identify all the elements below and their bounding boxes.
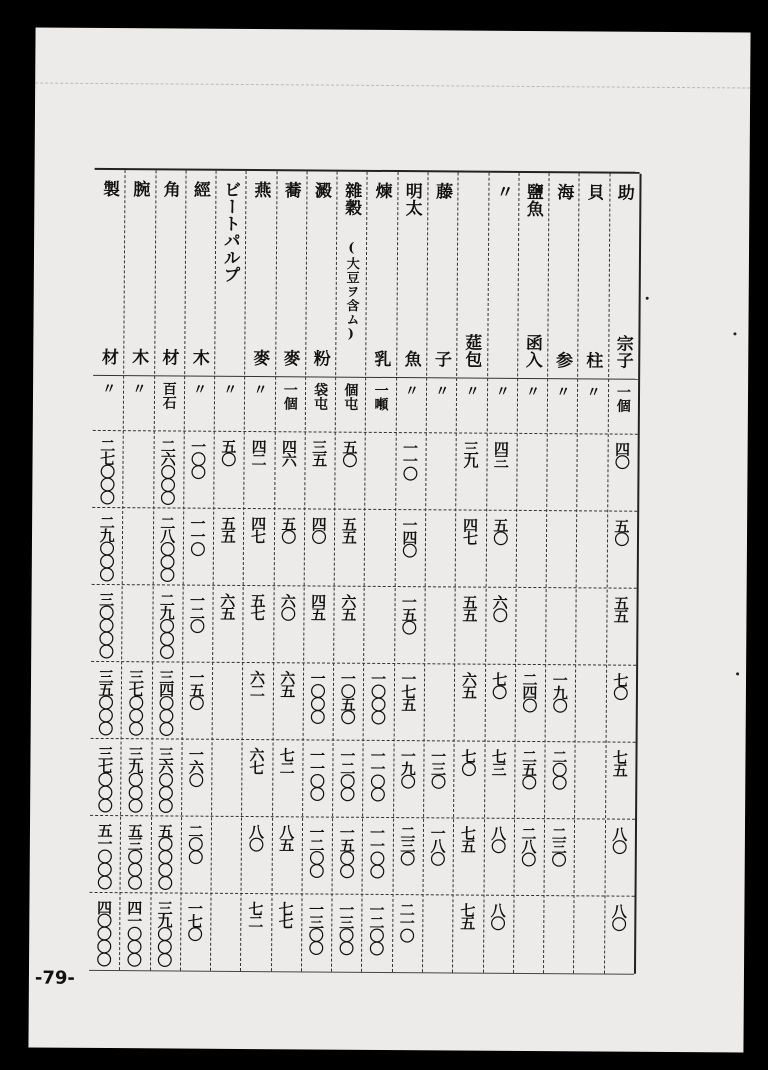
price-cell: 一六〇: [186, 746, 206, 786]
price-cell: 三四〇〇〇: [156, 669, 176, 735]
commodity-name-bottom: 木: [188, 348, 209, 366]
unit-label: 〃: [584, 384, 601, 399]
commodity-name: [245, 171, 277, 376]
price-cell: 五〇〇〇〇: [155, 823, 175, 889]
price-cell: 一七五: [399, 671, 418, 711]
price-cell: 七五: [610, 749, 629, 776]
price-cell: 八五: [277, 824, 296, 851]
commodity-name: [275, 171, 307, 376]
unit-label: 一個: [281, 382, 298, 411]
unit-label: 一個: [614, 384, 631, 413]
commodity-name-top: 藤: [432, 182, 453, 200]
price-cell: 三五: [310, 439, 329, 466]
price-cell: 六五: [459, 671, 479, 698]
price-cell: 六五: [278, 670, 297, 697]
price-cell: [543, 895, 574, 972]
price-cell: 四三: [491, 440, 510, 467]
commodity-name: [335, 172, 367, 377]
price-cell: [424, 586, 455, 663]
price-cell: 八〇: [488, 902, 507, 929]
price-cell: 二八〇: [519, 825, 538, 866]
price-cell: 六二: [247, 670, 267, 697]
scan-speck: [736, 672, 739, 675]
price-cell: 二〇〇: [186, 823, 205, 863]
price-cell: 七五: [458, 902, 477, 929]
commodity-name-bottom: 宗子: [612, 334, 633, 369]
price-cell: 三六〇〇〇: [156, 746, 175, 812]
price-cell: 四一〇〇〇: [124, 900, 144, 966]
price-cell: 一七〇: [185, 900, 204, 940]
price-cell: 七〇: [459, 748, 478, 775]
price-cell: 二六〇〇〇: [158, 438, 177, 504]
unit-label: 袋屯: [311, 382, 329, 411]
price-cell: [212, 662, 243, 739]
price-cell: 四〇: [612, 441, 632, 468]
commodity-name-top: 角: [159, 180, 180, 198]
commodity-name: [366, 172, 398, 377]
commodity-name: [214, 171, 246, 376]
price-cell: 二四〇: [520, 671, 539, 712]
price-cell: 八〇: [610, 826, 629, 853]
commodity-name-bottom: 麥: [249, 349, 270, 367]
unit-label: 百石: [160, 381, 177, 410]
price-cell: [574, 741, 605, 818]
unit-label: 〃: [221, 381, 238, 396]
commodity-name-bottom: 参: [552, 351, 573, 369]
commodity-name-top: 澱: [310, 181, 332, 199]
price-cell: 二八〇〇〇: [157, 515, 177, 581]
unit-label: 〃: [190, 381, 208, 396]
price-cell: 三〇〇〇〇: [96, 591, 116, 658]
price-cell: 八〇: [609, 903, 628, 930]
price-cell: 一二〇〇: [367, 901, 386, 954]
unit-label: 一噸: [372, 382, 389, 411]
price-cell: 五三〇〇〇: [125, 823, 144, 889]
unit-label: 〃: [433, 383, 450, 398]
price-cell: [425, 509, 456, 586]
price-cell: [515, 587, 546, 664]
commodity-name: [396, 172, 428, 377]
commodity-name-bottom: 子: [430, 350, 452, 368]
scan-speck: [646, 297, 649, 300]
commodity-name-bottom: 乳: [370, 349, 391, 368]
unit-label: 〃: [463, 383, 480, 398]
price-cell: 五五: [339, 516, 359, 543]
price-cell: [211, 739, 242, 816]
commodity-name: [305, 171, 337, 376]
unit-label: 〃: [402, 383, 420, 398]
price-cell: [516, 433, 547, 510]
price-cell: [545, 587, 576, 664]
price-ledger-table: [89, 168, 640, 975]
price-cell: 一一〇〇: [368, 747, 387, 800]
price-cell: 四七: [248, 516, 268, 543]
price-cell: 一五〇: [187, 669, 206, 709]
price-cell: [122, 507, 153, 584]
price-cell: [546, 510, 577, 587]
price-cell: 一三〇〇: [336, 901, 356, 954]
price-cell: 三七〇〇〇: [95, 745, 115, 812]
price-cell: 一一〇: [188, 515, 207, 555]
price-cell: 一八〇: [428, 825, 447, 865]
commodity-name-mid: (大豆ヲ含ム): [343, 240, 359, 343]
price-cell: 一五〇: [399, 594, 419, 634]
commodity-name-top: 鹽魚: [522, 182, 544, 218]
price-cell: [364, 586, 395, 663]
commodity-name-top: 蕎: [280, 181, 301, 199]
commodity-name-top: 〃: [492, 182, 513, 200]
price-cell: 五五: [460, 594, 479, 621]
price-cell: 五一〇〇〇: [95, 822, 114, 889]
price-cell: [424, 663, 455, 740]
commodity-name-bottom: 麥: [279, 349, 300, 367]
commodity-name-bottom: 粉: [309, 349, 330, 367]
price-cell: 一三〇〇: [306, 901, 326, 954]
price-cell: 一〇五〇: [338, 670, 357, 723]
commodity-name-bottom: 魚: [400, 350, 421, 368]
commodity-name: [578, 173, 610, 378]
price-cell: 三五〇〇〇: [96, 668, 115, 735]
price-cell: 一〇〇〇: [308, 670, 327, 723]
commodity-name-top: 明太: [401, 182, 422, 217]
commodity-name: [547, 173, 579, 378]
price-cell: 五〇: [219, 438, 238, 465]
commodity-name-top: 雜穀: [341, 181, 362, 216]
price-cell: [577, 433, 608, 510]
commodity-name-bottom: 函入: [521, 333, 542, 369]
price-cell: 八〇: [246, 824, 266, 851]
price-cell: 二〇〇: [550, 749, 569, 789]
commodity-name-top: 煉: [371, 181, 392, 200]
commodity-name-top: 製: [99, 179, 120, 198]
price-cell: 四六: [279, 439, 298, 466]
page-number: -79-: [34, 967, 76, 989]
price-cell: 七二: [246, 901, 265, 928]
price-cell: 一二〇〇: [307, 824, 326, 877]
price-cell: 二七〇〇〇: [97, 437, 117, 504]
price-cell: 三九: [461, 440, 480, 467]
price-cell: 六五: [218, 592, 237, 619]
commodity-name-top: 助: [613, 183, 634, 201]
price-cell: 七〇: [611, 672, 630, 699]
commodity-name: [154, 170, 186, 375]
price-cell: 一九〇: [550, 672, 569, 712]
price-cell: 二三〇: [398, 825, 417, 865]
price-cell: 六〇: [490, 594, 509, 621]
price-cell: [210, 893, 241, 970]
commodity-name-top: ビートパルプ: [219, 180, 241, 283]
unit-label: 〃: [524, 383, 541, 399]
commodity-name: [426, 172, 458, 377]
commodity-name-bottom: 莚包: [461, 333, 482, 368]
price-cell: 一〇〇: [188, 438, 208, 478]
price-cell: 一〇〇〇: [368, 670, 388, 723]
price-cell: 一一〇〇: [307, 747, 327, 800]
price-cell: 六〇: [278, 593, 297, 620]
price-cell: [575, 664, 606, 741]
commodity-name: [93, 170, 125, 375]
price-cell: 一九〇: [398, 748, 417, 788]
price-cell: 一二〇〇: [338, 747, 357, 800]
price-cell: [576, 587, 607, 664]
price-cell: [422, 894, 453, 971]
price-cell: 四七: [460, 517, 480, 544]
price-cell: 七五: [458, 825, 477, 852]
scanned-page: [28, 28, 750, 1053]
price-cell: 七七: [276, 901, 295, 928]
ledger-column: [89, 170, 126, 970]
price-cell: 三九〇〇〇: [126, 746, 145, 812]
price-cell: 六七: [247, 747, 266, 774]
price-cell: 五五: [611, 595, 630, 622]
price-cell: 四五: [309, 593, 328, 620]
price-cell: [516, 510, 547, 587]
price-cell: [546, 433, 577, 510]
commodity-name-bottom: 材: [158, 348, 179, 366]
price-cell: [365, 432, 396, 509]
price-cell: 七〇: [490, 671, 509, 698]
commodity-name: [184, 171, 216, 376]
commodity-name-bottom: 柱: [582, 351, 603, 369]
price-cell: [121, 584, 152, 661]
price-cell: 五七: [248, 593, 267, 620]
price-cell: [425, 432, 456, 509]
unit-label: 〃: [554, 384, 571, 399]
price-cell: 四二: [249, 439, 268, 466]
commodity-name-top: 腕: [129, 180, 150, 198]
commodity-name: [123, 170, 155, 375]
scan-speck: [733, 332, 736, 335]
unit-label: 〃: [100, 380, 117, 396]
price-cell: 五〇: [279, 516, 298, 543]
price-cell: 三九〇〇〇: [155, 900, 174, 966]
unit-label: 〃: [493, 383, 510, 398]
price-cell: [576, 510, 607, 587]
price-cell: 二三〇: [549, 826, 568, 866]
commodity-name: [456, 172, 488, 377]
price-cell: [573, 895, 604, 972]
price-cell: [364, 509, 395, 586]
price-cell: [211, 816, 242, 893]
price-cell: 六五: [339, 593, 358, 620]
price-cell: 一三〇: [428, 748, 448, 788]
price-cell: 二一〇: [397, 902, 416, 942]
price-cell: 二九〇〇〇: [157, 592, 176, 658]
price-cell: 四〇〇〇〇: [94, 899, 114, 966]
commodity-name: [517, 173, 549, 378]
commodity-name-bottom: 木: [128, 348, 149, 366]
price-cell: 一五〇〇: [337, 824, 356, 877]
commodity-name: [487, 173, 519, 378]
price-cell: 一二〇: [187, 592, 207, 632]
price-cell: 二九〇〇〇: [97, 514, 116, 581]
price-cell: 七三: [489, 748, 508, 775]
price-cell: 八〇: [489, 825, 508, 852]
price-cell: 五五: [218, 515, 237, 542]
price-cell: 一一〇: [400, 440, 420, 480]
price-cell: 五〇: [340, 439, 359, 466]
price-cell: [513, 895, 544, 972]
commodity-name-top: 經: [189, 180, 210, 198]
unit-label: 〃: [130, 381, 147, 396]
price-cell: [122, 430, 153, 507]
commodity-name-top: 海: [553, 183, 574, 201]
commodity-name: [608, 174, 640, 379]
unit-label: 〃: [251, 382, 268, 397]
price-cell: 四〇: [309, 516, 328, 543]
price-cell: 五〇: [612, 518, 631, 545]
commodity-name-top: 貝: [583, 183, 604, 201]
commodity-name-top: 燕: [250, 181, 271, 199]
price-cell: 七二: [277, 747, 296, 774]
price-cell: 一一〇〇: [367, 824, 387, 877]
price-cell: 一四〇: [400, 517, 419, 557]
unit-label: 個屯: [342, 382, 359, 411]
price-cell: 二五〇: [519, 748, 539, 789]
price-cell: 三七〇〇〇: [126, 669, 145, 735]
price-cell: 五〇: [491, 517, 510, 544]
commodity-name-bottom: 材: [97, 347, 118, 366]
price-cell: [574, 818, 605, 895]
